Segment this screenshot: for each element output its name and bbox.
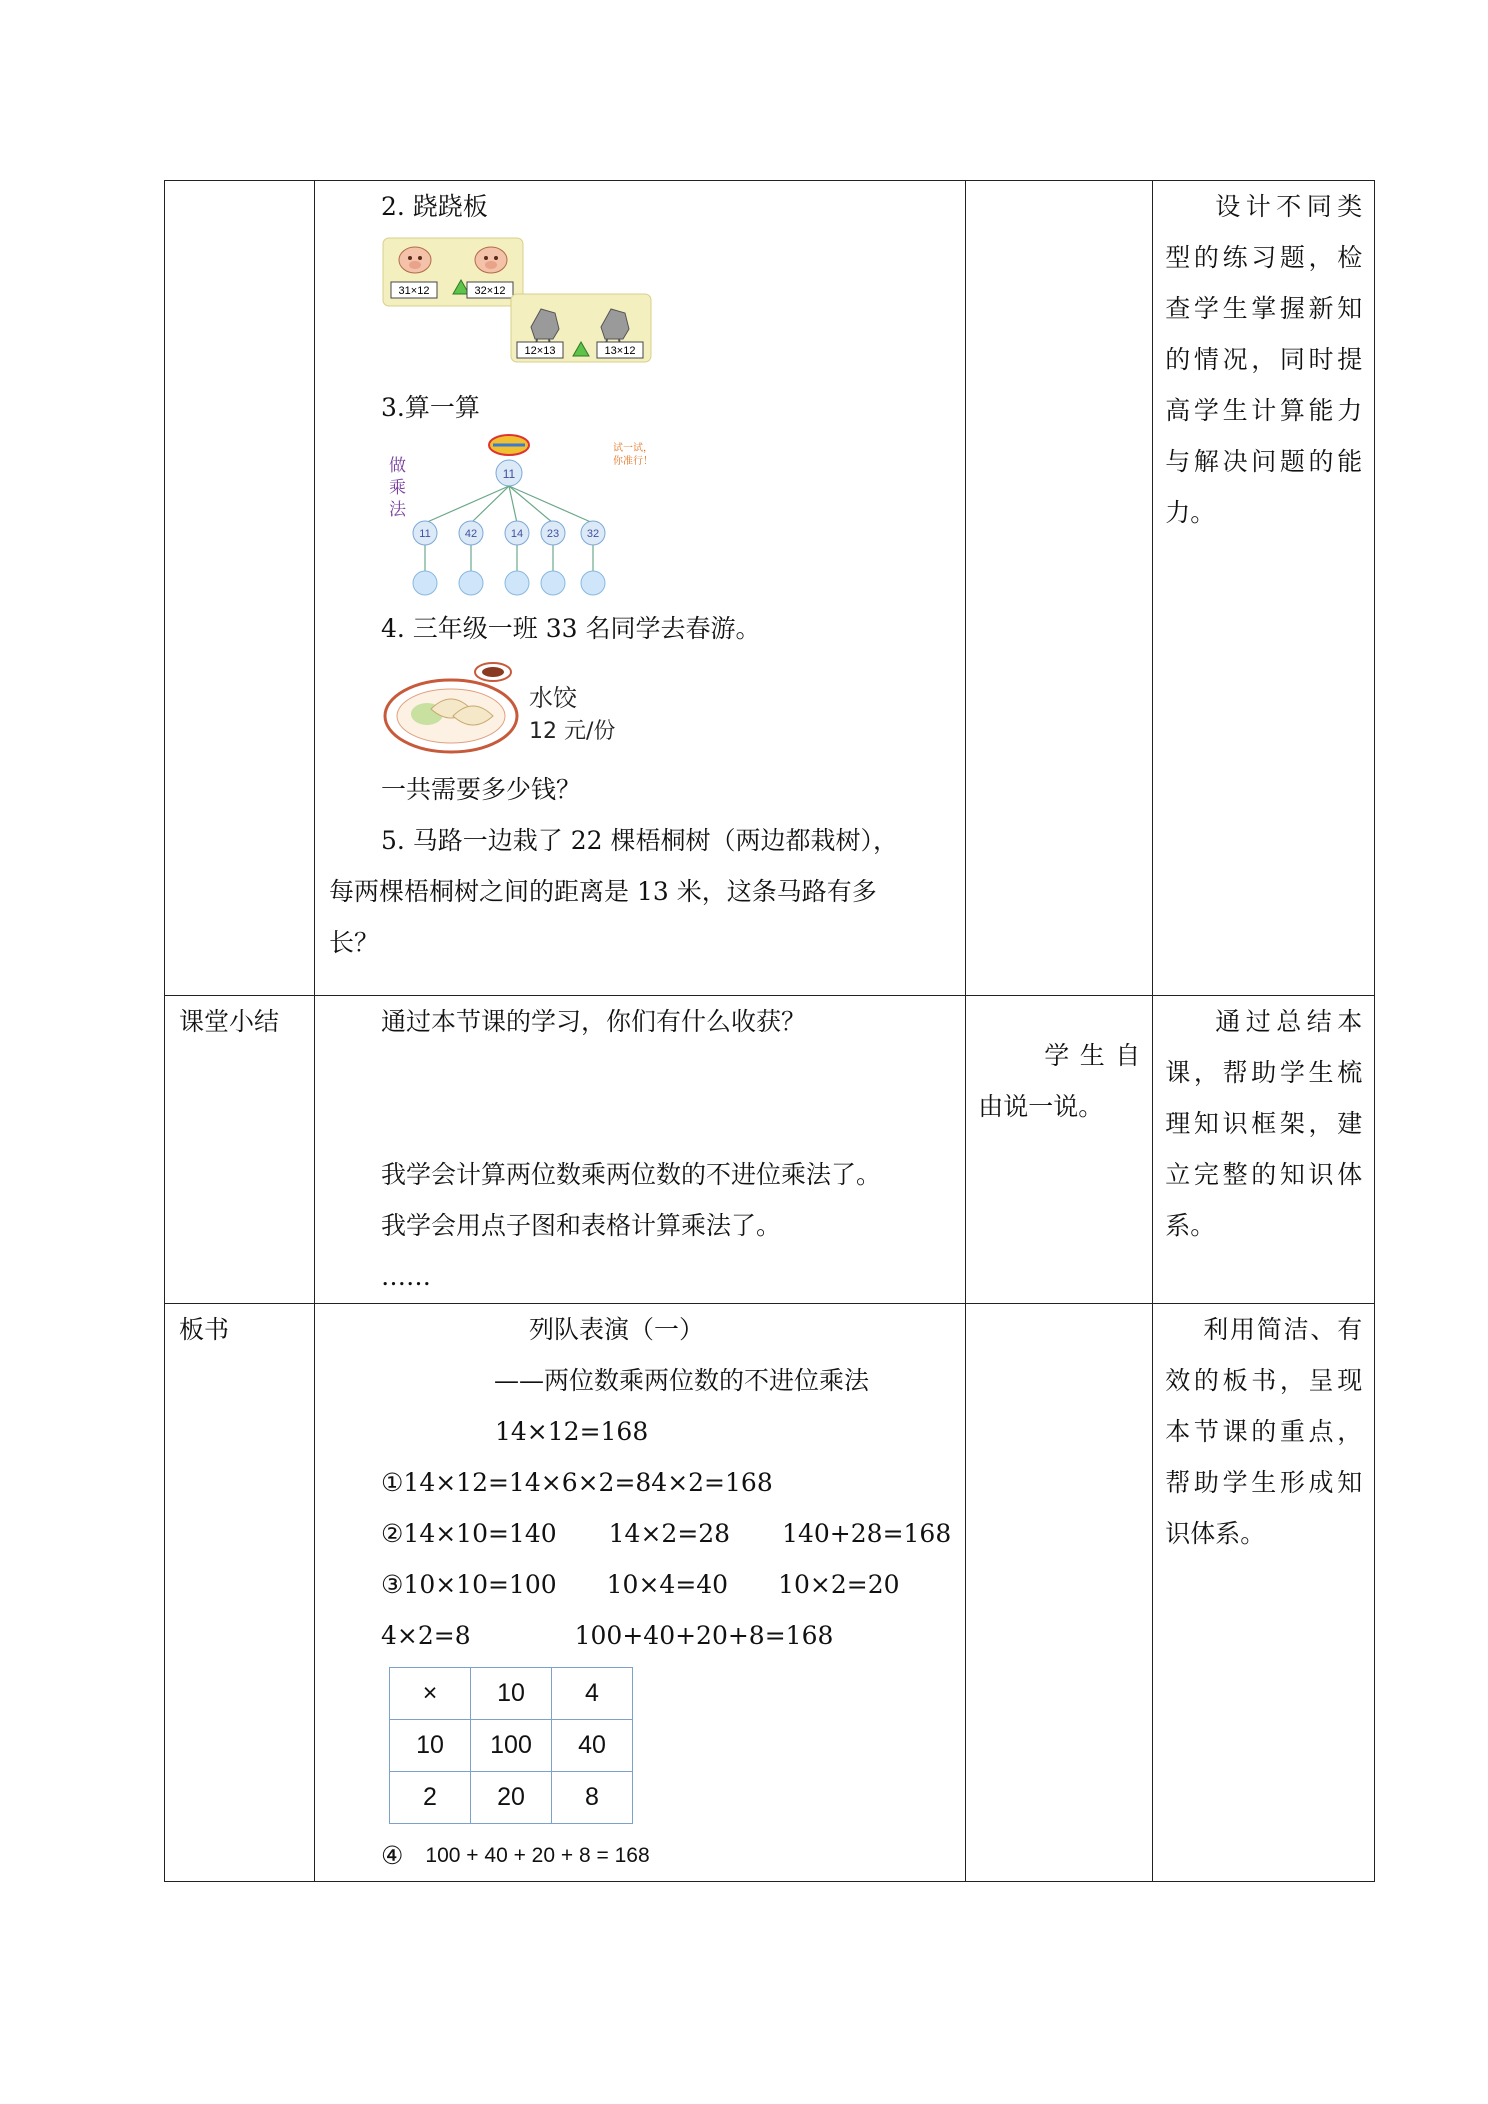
method-3-part: 10×4=40	[606, 1570, 729, 1599]
seesaw-figure	[381, 232, 681, 382]
note-line: 利用简洁、有	[1203, 1315, 1363, 1344]
grid-cell: 2	[390, 1772, 471, 1824]
board-row	[165, 1304, 1375, 1882]
student-line: 由说一说。	[978, 1092, 1104, 1121]
practice-row	[165, 181, 1375, 996]
method-3-part: 10×2=20	[778, 1570, 900, 1599]
method-3-part: ③10×10=100	[381, 1570, 557, 1599]
summary-label-cell	[165, 996, 315, 1304]
note-line: 本节课的重点，	[1165, 1417, 1363, 1446]
tree-leaf: 32	[586, 528, 600, 540]
method-3b	[329, 1610, 951, 1661]
bubble-text-2: 你准行！	[613, 456, 653, 467]
board-content-cell	[315, 1304, 966, 1882]
hot-air-balloon-icon	[489, 435, 529, 455]
tree-leaf: 11	[419, 528, 431, 540]
item-seesaw-heading: 2. 跷跷板	[381, 192, 488, 221]
note-line: 帮助学生形成知	[1165, 1468, 1363, 1497]
note-line: 的情况，同时提	[1165, 345, 1363, 374]
grid-cell: 8	[552, 1772, 633, 1824]
method-4-sum: 100 + 40 + 20 + 8 = 168	[425, 1844, 650, 1867]
practice-label-cell	[165, 181, 315, 996]
dumpling-name: 水饺	[529, 684, 577, 712]
note-line: 设计不同类	[1215, 192, 1363, 221]
note-line: 查学生掌握新知	[1165, 294, 1363, 323]
board-title: 列队表演（一）	[529, 1315, 705, 1344]
seesaw-bottom-right: 13×12	[604, 345, 636, 357]
practice-student-cell	[966, 181, 1153, 996]
method-2-part: 14×2=28	[608, 1519, 731, 1548]
problem5-line2: 每两棵梧桐树之间的距离是 13 米，这条马路有多	[329, 877, 877, 906]
practice-content-cell	[315, 181, 966, 996]
lesson-plan-table	[164, 180, 1375, 1882]
dumpling-figure	[381, 654, 681, 764]
grid-cell: 4	[552, 1668, 633, 1720]
item-trip-heading: 4. 三年级一班 33 名同学去春游。	[381, 614, 761, 643]
question-total-cost: 一共需要多少钱？	[381, 775, 582, 804]
note-line: 识体系。	[1165, 1519, 1266, 1548]
pig-icon	[475, 247, 507, 273]
method-4	[329, 1830, 951, 1881]
answer-slots	[413, 571, 605, 595]
plate-icon	[385, 663, 517, 752]
method-2	[329, 1508, 951, 1559]
item-calc-heading: 3.算一算	[381, 393, 480, 422]
note-line: 力。	[1165, 498, 1216, 527]
note-line: 高学生计算能力	[1165, 396, 1363, 425]
grid-cell: ×	[390, 1668, 471, 1720]
note-line: 通过总结本	[1215, 1007, 1363, 1036]
method-3b-part: 100+40+20+8=168	[574, 1621, 834, 1650]
note-line: 课，帮助学生梳	[1165, 1058, 1363, 1087]
side-label	[389, 456, 407, 520]
method-2-part: ②14×10=140	[381, 1519, 557, 1548]
board-note-cell	[1153, 1304, 1375, 1882]
grid-cell: 10	[390, 1720, 471, 1772]
seesaw-top-right: 32×12	[474, 285, 506, 297]
bubble-text: 试一试，	[613, 443, 653, 454]
dumpling-price: 12 元/份	[529, 719, 616, 744]
pig-icon	[399, 247, 431, 273]
tree-leaf: 14	[510, 528, 524, 540]
method-2-part: 140+28=168	[782, 1519, 952, 1548]
summary-answer: 我学会计算两位数乘两位数的不进位乘法了。	[381, 1160, 882, 1189]
grid-row	[390, 1772, 633, 1824]
note-line: 与解决问题的能	[1165, 447, 1363, 476]
summary-content-cell	[315, 996, 966, 1304]
board-main-equation: 14×12=168	[495, 1417, 649, 1446]
summary-row	[165, 996, 1375, 1304]
seesaw-bottom-left: 12×13	[524, 345, 556, 357]
problem5-line3: 长？	[329, 928, 380, 957]
summary-answer: 我学会用点子图和表格计算乘法了。	[381, 1211, 782, 1240]
problem5-line1: 5. 马路一边栽了 22 棵梧桐树（两边都栽树），	[381, 826, 899, 855]
seesaw-top-left: 31×12	[398, 285, 430, 297]
multiplication-grid	[389, 1667, 633, 1824]
tree-root: 11	[502, 467, 516, 481]
board-subtitle: ——两位数乘两位数的不进位乘法	[494, 1366, 870, 1395]
note-line: 型的练习题，检	[1165, 243, 1363, 272]
grid-cell: 20	[471, 1772, 552, 1824]
note-line: 系。	[1165, 1211, 1216, 1240]
note-line: 效的板书，呈现	[1165, 1366, 1363, 1395]
side-label-char: 法	[389, 500, 406, 520]
grid-cell: 40	[552, 1720, 633, 1772]
note-line: 立完整的知识体	[1165, 1160, 1363, 1189]
grid-row	[390, 1720, 633, 1772]
summary-question: 通过本节课的学习，你们有什么收获？	[381, 1007, 807, 1036]
grid-cell: 100	[471, 1720, 552, 1772]
tree-leaf: 42	[464, 528, 478, 540]
method-4-mark: ④	[381, 1841, 404, 1870]
student-line: 学 生 自	[1044, 1041, 1141, 1070]
summary-label: 课堂小结	[179, 1007, 280, 1036]
board-student-cell	[966, 1304, 1153, 1882]
method-1: ①14×12=14×6×2=84×2=168	[381, 1468, 773, 1497]
method-3b-part: 4×2=8	[381, 1621, 471, 1650]
grid-row	[390, 1668, 633, 1720]
summary-student-cell	[966, 996, 1153, 1304]
grid-cell: 10	[471, 1668, 552, 1720]
note-line: 理知识框架，建	[1165, 1109, 1363, 1138]
side-label-char: 乘	[389, 478, 406, 498]
board-label: 板书	[179, 1315, 230, 1344]
summary-note-cell	[1153, 996, 1375, 1304]
tree-leaf: 23	[546, 528, 560, 540]
board-label-cell	[165, 1304, 315, 1882]
side-label-char: 做	[389, 456, 406, 476]
practice-note-cell	[1153, 181, 1375, 996]
summary-ellipsis: ……	[381, 1262, 431, 1291]
multiplication-tree-figure	[381, 433, 681, 603]
method-3	[329, 1559, 951, 1610]
